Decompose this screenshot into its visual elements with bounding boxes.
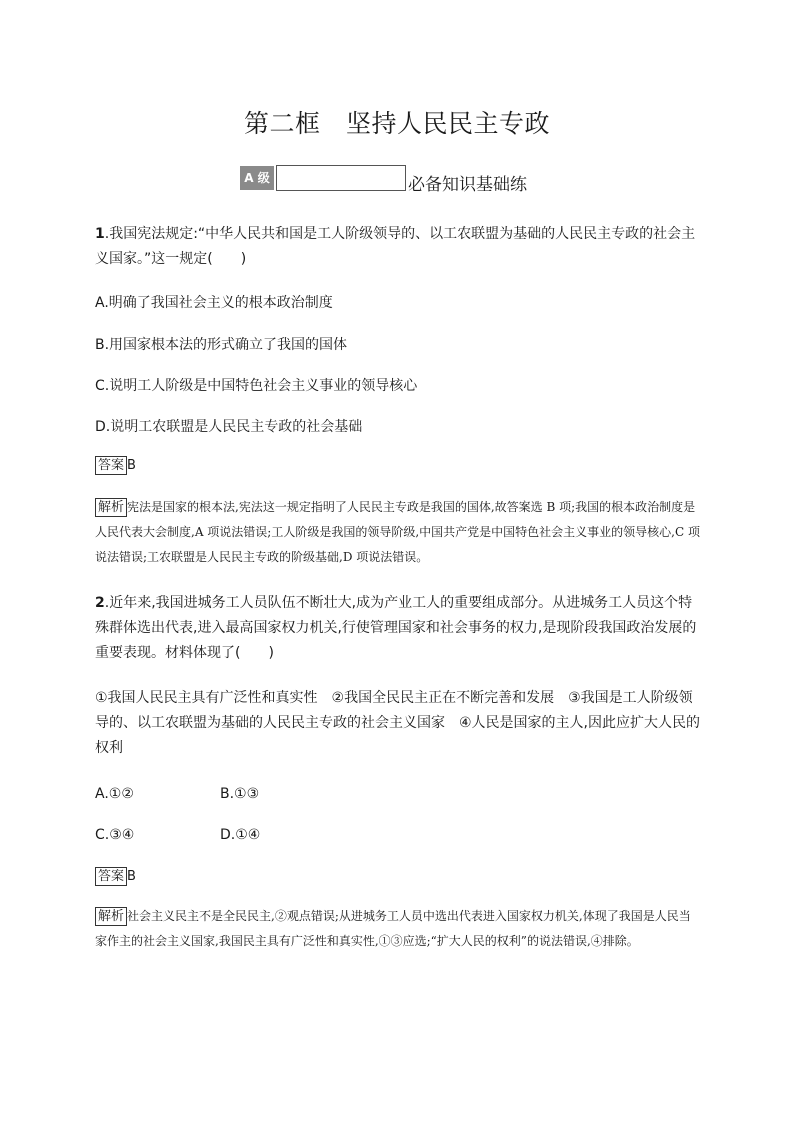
q2-option-b: B.①③ <box>220 786 260 802</box>
q1-answer-tag: 答案 <box>95 456 127 475</box>
question-2-text: .近年来,我国进城务工人员队伍不断壮大,成为产业工人的重要组成部分。从进城务工人员这个特殊群体选出代表,进入最高国家权力机关,行使管理国家和社会事务的权力,是现阶段我国政治发展的重要表现。材料体现了( ) <box>95 595 697 661</box>
page-title: 第二框 坚持人民民主专政 <box>243 109 550 138</box>
question-1-number: 1 <box>95 226 105 242</box>
question-2-number: 2 <box>95 595 105 611</box>
level-title: 必备知识基础练 <box>408 175 527 195</box>
level-blank-box <box>276 165 406 191</box>
q1-answer-value: B <box>127 458 136 473</box>
q2-analysis <box>95 904 700 954</box>
q2-answer <box>95 867 136 886</box>
q2-option-a: A.①② <box>95 786 134 802</box>
q1-option-a: A.明确了我国社会主义的根本政治制度 <box>95 295 333 311</box>
q1-option-c: C.说明工人阶级是中国特色社会主义事业的领导核心 <box>95 378 418 394</box>
q2-option-d: D.①④ <box>220 827 261 843</box>
q2-answer-value: B <box>127 869 136 884</box>
level-header <box>240 164 570 195</box>
q1-analysis <box>95 495 700 570</box>
q2-answer-tag: 答案 <box>95 867 127 886</box>
q2-analysis-tag: 解析 <box>95 907 127 926</box>
question-1-text: .我国宪法规定:“中华人民共和国是工人阶级领导的、以工农联盟为基础的人民民主专政的社会主义国家。”这一规定( ) <box>95 226 696 267</box>
question-2-stem <box>95 591 700 666</box>
q2-option-c: C.③④ <box>95 827 135 843</box>
q1-analysis-tag: 解析 <box>95 498 127 517</box>
question-1-stem <box>95 222 700 272</box>
q1-answer <box>95 456 136 475</box>
q1-option-b: B.用国家根本法的形式确立了我国的国体 <box>95 337 348 353</box>
level-badge: A 级 <box>240 166 274 190</box>
q2-statements: ①我国人民民主具有广泛性和真实性 ②我国全民民主正在不断完善和发展 ③我国是工人阶级领导的、以工农联盟为基础的人民民主专政的社会主义国家 ④人民是国家的主人,因此应扩大人民的权利 <box>95 690 700 756</box>
q1-option-d: D.说明工农联盟是人民民主专政的社会基础 <box>95 419 363 435</box>
q2-analysis-text: 社会主义民主不是全民民主,②观点错误;从进城务工人员中选出代表进入国家权力机关,体现了我国是人民当家作主的社会主义国家,我国民主具有广泛性和真实性,①③应选;“扩大人民的权利”的说法错误,④排除。 <box>95 909 691 948</box>
q1-analysis-text: 宪法是国家的根本法,宪法这一规定指明了人民民主专政是我国的国体,故答案选 B 项;我国的根本政治制度是人民代表大会制度,A 项说法错误;工人阶级是我国的领导阶级,中国共产党是中国特色社会主义事业的领导核心,C 项说法错误;工农联盟是人民民主专政的阶级基础,D 项说法错误。 <box>95 500 700 564</box>
